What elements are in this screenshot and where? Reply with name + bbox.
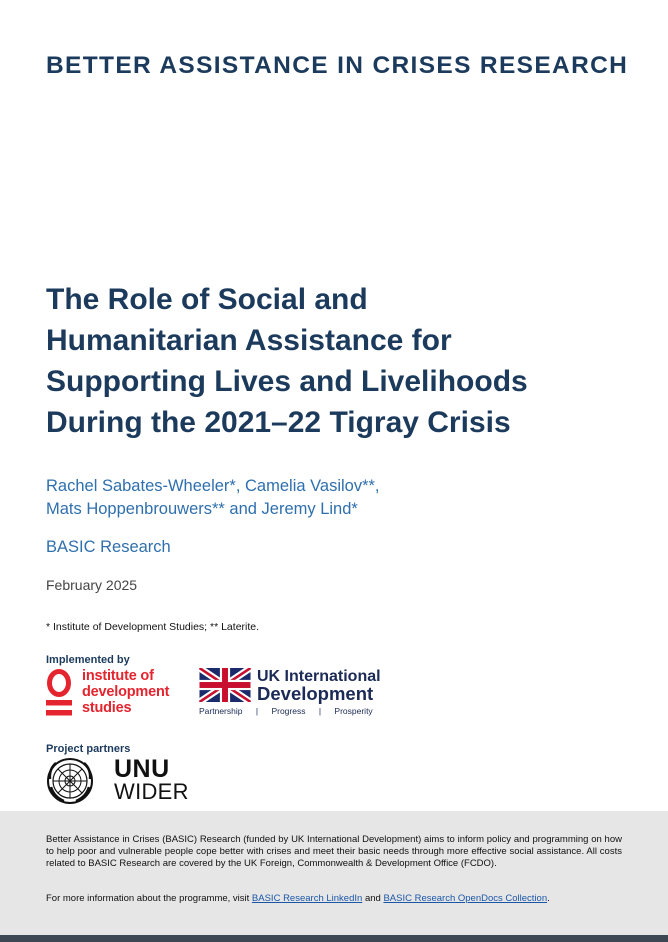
footer-suffix: . [547, 893, 550, 904]
ukid-line1: UK International [257, 668, 381, 685]
ids-logo [46, 668, 196, 720]
ukid-tagline [199, 706, 373, 716]
authors-line: Mats Hoppenbrouwers** and Jeremy Lind* [46, 499, 358, 518]
footer-more-prefix: For more information about the programme, visit [46, 893, 250, 904]
authors-line: Rachel Sabates-Wheeler*, Camelia Vasilov**, [46, 477, 380, 495]
authors [46, 475, 380, 520]
bottom-bar [0, 935, 668, 942]
ukid-line2: Development [257, 683, 374, 704]
ukid-tag-progress: Progress [271, 706, 306, 716]
footer [0, 811, 668, 935]
title-line: During the 2021–22 Tigray Crisis [46, 406, 511, 439]
title-line: Humanitarian Assistance for [46, 324, 452, 357]
ukid-tag-separator: | [255, 706, 259, 716]
report-title [46, 279, 606, 443]
basic-linkedin-link[interactable]: BASIC Research LinkedIn [251, 893, 363, 904]
ids-wordmark-line: institute of [82, 668, 154, 684]
affiliations-note: * Institute of Development Studies; ** Laterite. [46, 621, 260, 633]
ukid-wordmark [257, 668, 381, 702]
basic-opendocs-link[interactable]: BASIC Research OpenDocs Collection [383, 893, 548, 904]
unu-wider-wordmark [114, 757, 189, 803]
implemented-by-label: Implemented by [46, 654, 130, 666]
un-emblem-icon [46, 757, 94, 805]
wider-line: WIDER [114, 779, 189, 804]
ids-wordmark-line: studies [82, 700, 132, 716]
series-title: BETTER ASSISTANCE IN CRISES RESEARCH [46, 52, 629, 79]
union-flag-icon [199, 668, 251, 702]
footer-description: Better Assistance in Crises (BASIC) Research (funded by UK International Development) aims to inform policy and programming on how to help poor and vulnerable people cope better with crises and meet their basic needs through more effective social assistance. All costs related to BASIC Research are covered by the UK Foreign, Commonwealth & Development Office (FCDO). [46, 834, 622, 870]
ids-wordmark [82, 668, 169, 716]
unu-wider-logo [46, 757, 196, 805]
project-partners-label: Project partners [46, 743, 131, 755]
ukid-tag-separator: | [318, 706, 322, 716]
publication-date: February 2025 [46, 577, 138, 593]
title-line: Supporting Lives and Livelihoods [46, 365, 528, 398]
footer-more-info [46, 893, 550, 904]
organization: BASIC Research [46, 538, 171, 556]
ids-wordmark-line: development [82, 684, 170, 700]
ids-mark-icon [46, 668, 72, 718]
ukid-tag-partnership: Partnership [199, 706, 243, 716]
ukid-tag-prosperity: Prosperity [334, 706, 373, 716]
unu-line: UNU [114, 755, 170, 783]
title-line: The Role of Social and [46, 283, 368, 316]
uk-international-development-logo [199, 668, 389, 720]
footer-and: and [364, 893, 381, 904]
